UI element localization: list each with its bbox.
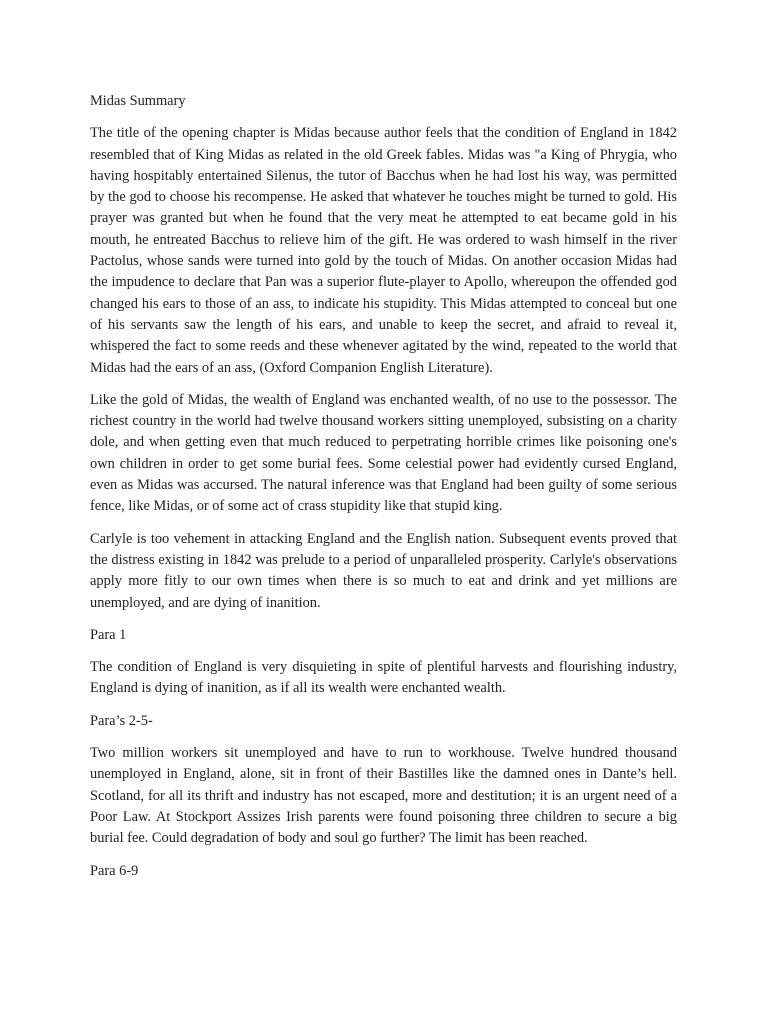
section-label-para-6-9: Para 6-9 xyxy=(90,862,139,879)
intro-paragraph-2: Like the gold of Midas, the wealth of England was enchanted wealth, of no use to the possessor. The richest country in the world had twelve thousand workers sitting unemployed, subsisting on a charity dole, and when getting even that much reduced to perpetrating horrible crimes like poisoning one's own children in order to get some burial fees. Some celestial power had evidently cursed England, even as Midas was accursed. The natural inference was that England had been guilty of some serious fence, like Midas, or of some act of crass stupidity like that stupid king. xyxy=(90,391,677,515)
section-text-para-1: The condition of England is very disquieting in spite of plentiful harvests and flourishing industry, England is dying of inanition, as if all its wealth were enchanted wealth. xyxy=(90,659,677,697)
section-text-paras-2-5: Two million workers sit unemployed and have to run to workhouse. Twelve hundred thousand unemployed in England, alone, sit in front of their Bastilles like the damned ones in Dante’s hell. Scotland, for all its thrift and industry has not escaped, more and destitution; it is an urgent need of a Poor Law. At Stockport Assizes Irish parents were found poisoning three children to secure a big burial fee. Could degradation of body and soul go further? The limit has been reached. xyxy=(90,745,677,847)
intro-paragraph-1: The title of the opening chapter is Midas because author feels that the condition of England in 1842 resembled that of King Midas as related in the old Greek fables. Midas was "a King of Phrygia, who having hospitably entertained Silenus, the tutor of Bacchus when he had lost his way, was permitted by the god to choose his recompense. He asked that whatever he touches might be turned to gold. His prayer was granted but when he found that the very meat he attempted to eat became gold in his mouth, he entreated Bacchus to relieve him of the gift. He was ordered to wash himself in the river Pactolus, whose sands were turned into gold by the touch of Midas. On another occasion Midas had the impudence to declare that Pan was a superior flute-player to Apollo, whereupon the offended god changed his ears to those of an ass, to indicate his stupidity. This Midas attempted to conceal but one of his servants saw the length of his ears, and unable to keep the secret, and afraid to reveal it, whispered the fact to some reeds and these whenever agitated by the wind, repeated to the world that Midas had the ears of an ass, (Oxford Companion English Literature). xyxy=(90,125,677,376)
document-title: Midas Summary xyxy=(90,93,186,109)
section-label-paras-2-5: Para’s 2-5- xyxy=(90,712,153,729)
document-page xyxy=(90,91,677,893)
section-label-para-1: Para 1 xyxy=(90,626,127,643)
intro-paragraph-3: Carlyle is too vehement in attacking England and the English nation. Subsequent events proved that the distress existing in 1842 was prelude to a period of unparalleled prosperity. Carlyle's observations apply more fitly to our own times when there is so much to eat and drink and yet millions are unemployed, and are dying of inanition. xyxy=(90,530,677,611)
